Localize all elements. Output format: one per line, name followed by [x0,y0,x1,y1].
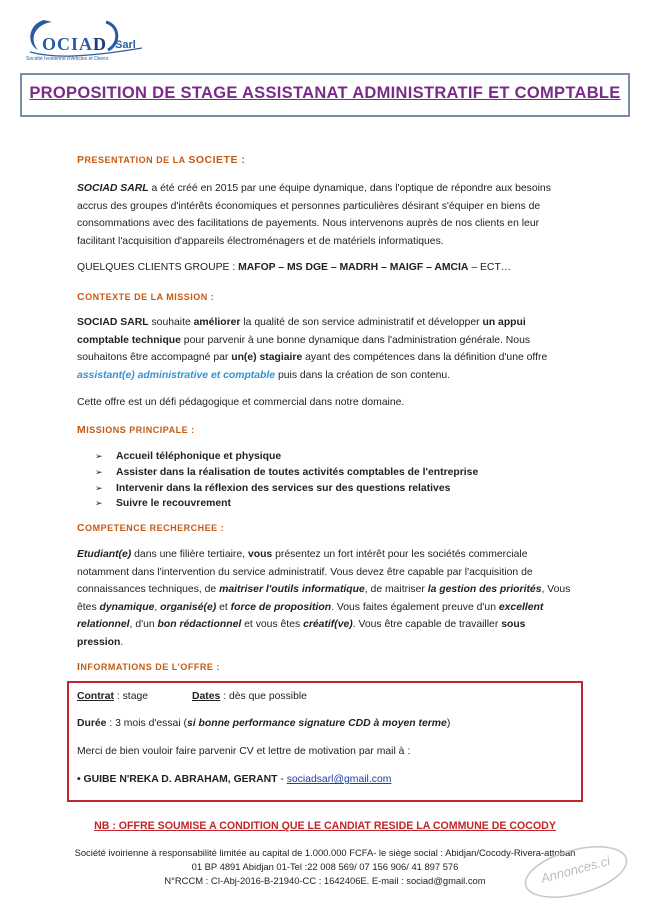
logo-tagline: Société Ivoirienne d'Articles et Divers [26,56,109,62]
title-box [20,73,630,117]
list-item: ➢ Accueil téléphonique et physique [95,449,478,465]
arrow-bullet-icon: ➢ [95,482,103,493]
nb-notice: NB : OFFRE SOUMISE A CONDITION QUE LE CANDIAT RESIDE LA COMMUNE DE COCODY [94,820,556,832]
contexte-paragraph: SOCIAD SARL souhaite améliorer la qualité de son service administratif et développer un appui comptable technique pour parvenir à une bonne dynamique dans l'administration générale. Nous souhaitons être accompagné par un(e) stagiaire ayant des compétences dans la définition d'une offre assistant(e) administrative et comptable puis dans la création de son contenu. [77,317,548,381]
arrow-bullet-icon: ➢ [95,466,103,477]
section-heading-missions: MISSIONS PRINCIPALE : [77,424,195,436]
logo-sarl: Sarl [115,39,136,51]
list-item: ➢ Suivre le recouvrement [95,496,478,512]
list-item: ➢ Assister dans la réalisation de toutes activités comptables de l'entreprise [95,465,478,481]
clients-line: QUELQUES CLIENTS GROUPE : MAFOP – MS DGE – MADRH – MAIGF – AMCIA – ECT… [77,262,512,273]
dates-line: Dates : dès que possible [192,691,307,702]
email-link[interactable]: sociadsarl@gmail.com [286,774,392,785]
footer-line-2: 01 BP 4891 Abidjan 01-Tel :22 008 569/ 07 156 906/ 41 897 576 [191,861,459,872]
section-heading-informations: INFORMATIONS DE L'OFFRE : [77,661,220,673]
merci-line: Merci de bien vouloir faire parvenir CV et lettre de motivation par mail à : [77,746,411,757]
contact-line: • GUIBE N'REKA D. ABRAHAM, GERANT - sociadsarl@gmail.com [77,774,392,785]
arrow-bullet-icon: ➢ [95,451,103,461]
competence-paragraph: Etudiant(e) dans une filière tertiaire, vous présentez un fort intérêt pour les sociétés commerciale notamment dans l'intervention du service administratif. Vous devez être capable par l'acquisition de connaissances techniques, de maitriser l'outils informatique, de maitriser la gestion des priorités, Vous êtes dynamique, organisé(e) et force de proposition. Vous faites également preuve d'un excellent relationnel, d'un bon rédactionnel et vous êtes créatif(ve). Vous être capable de travailler sous pression. [77,549,571,648]
section-heading-competence: COMPETENCE RECHERCHEE : [77,522,225,534]
contrat-line: Contrat : stage [77,691,149,702]
company-logo [22,14,152,66]
arrow-bullet-icon: ➢ [95,498,103,509]
watermark-text: Annonces.ci [539,853,612,886]
watermark [520,842,632,902]
footer-line-3: N°RCCM : CI-Abj-2016-B-21940-CC : 1642406E. E-mail : sociad@gmail.com [164,875,486,886]
presentation-paragraph: SOCIAD SARL a été créé en 2015 par une équipe dynamique, dans l'optique de répondre aux besoins accrus des groupes d'intérêts économiques et personnes particulières désirant s'équiper en biens de consommations avec des facilitations de payements. Nous intervenons auprès de nos clients en leur facilitant l'acquisition d'appareils électroménagers et de matériels informatiques. [77,183,551,247]
footer-line-1: Société ivoirienne à responsabilité limitée au capital de 1.000.000 FCFA- le siège social : Abidjan/Cocody-Rivera-attoban [74,847,576,858]
logo-name: OCIAD [42,34,108,54]
contexte-paragraph-2: Cette offre est un défi pédagogique et commercial dans notre domaine. [77,397,405,408]
section-heading-presentation: PRESENTATION DE LA SOCIETE : [77,154,246,166]
section-heading-contexte: CONTEXTE DE LA MISSION : [77,291,215,303]
page-title: PROPOSITION DE STAGE ASSISTANAT ADMINISTRATIF ET COMPTABLE [29,84,621,102]
duree-line: Durée : 3 mois d'essai (si bonne performance signature CDD à moyen terme) [77,718,451,729]
missions-list [95,449,478,512]
list-item: ➢ Intervenir dans la réflexion des services sur des questions relatives [95,481,478,497]
